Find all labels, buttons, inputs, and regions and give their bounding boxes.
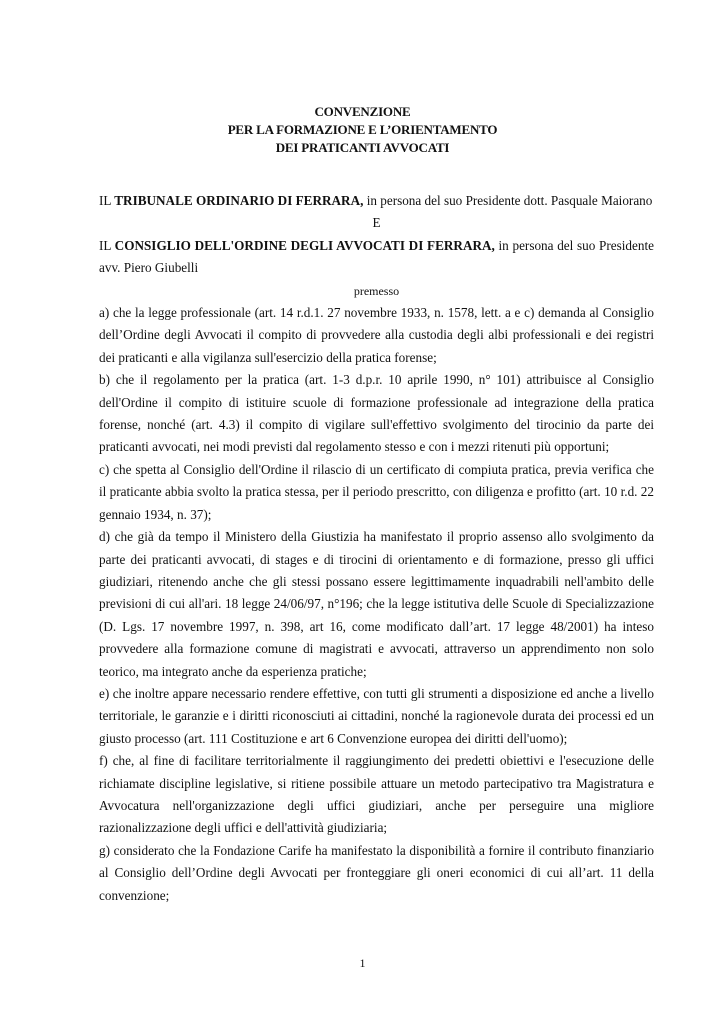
clause-c: c) che spetta al Consiglio dell'Ordine il rilascio di un certificato di compiuta pratica, previa verifica che il praticante abbia svolto la pratica stessa, per il periodo prescritto, con diligenza e profitto (art. 10 r.d. 22 gennaio 1934, n. 37); — [99, 461, 654, 522]
page-number: 1 — [359, 956, 366, 970]
clause-f: f) che, al fine di facilitare territorialmente il raggiungimento dei predetti obiettivi e l'esecuzione delle richiamate discipline legislative, si ritiene possibile attuare un metodo partecipativo tra Magistratura e Avvocatura nell'organizzazione degli uffici giudiziari, anche per perseguire una migliore razionalizzazione degli uffici e dell'attività giudiziaria; — [99, 753, 654, 836]
title-line-1: CONVENZIONE — [314, 104, 411, 119]
clause-a: a) che la legge professionale (art. 14 r.d.1. 27 novembre 1933, n. 1578, lett. a e c) demanda al Consiglio dell’Ordine degli Avvocati il compito di provvedere alla custodia degli albi professionali e dei registri dei praticanti e alla vigilanza sull'esercizio della pratica forense; — [99, 305, 654, 365]
party-1-rest: in persona del suo Presidente dott. Pasquale Maiorano — [363, 193, 653, 208]
document-body — [99, 190, 654, 907]
clause-e: e) che inoltre appare necessario rendere effettive, con tutti gli strumenti a disposizione ed anche a livello territoriale, le garanzie e i diritti riconosciuti ai cittadini, nonché la ragionevole durata dei processi ed un giusto processo (art. 111 Costituzione e art 6 Convenzione europea dei diritti dell'uomo); — [99, 685, 654, 746]
party-2-paragraph — [99, 235, 654, 280]
party-2-rest: in persona del suo Presidente avv. Piero Giubelli — [99, 237, 654, 276]
party-1-name: TRIBUNALE ORDINARIO DI FERRARA, — [114, 193, 364, 208]
clause-g: g) considerato che la Fondazione Carife ha manifestato la disponibilità a fornire il contributo finanziario al Consiglio dell’Ordine degli Avvocati per fronteggiare gli oneri economici di cui all’art. 11 della convenzione; — [99, 842, 654, 903]
conjunction: E — [372, 215, 381, 231]
document-title — [0, 103, 725, 157]
party-1-prefix: IL — [99, 193, 115, 208]
clause-b: b) che il regolamento per la pratica (art. 1-3 d.p.r. 10 aprile 1990, n° 101) attribuisce al Consiglio dell'Ordine il compito di istituire scuole di formazione professionale ad integrazione della pratica forense, nonché (art. 4.3) il compito di vigilare sull'effettivo svolgimento del tirocinio da parte dei praticanti avvocati, nei modi previsti dal regolamento stesso e con i mezzi ritenuti più opportuni; — [99, 372, 654, 455]
title-line-3: DEI PRATICANTI AVVOCATI — [275, 140, 450, 155]
party-1-paragraph — [99, 190, 654, 212]
party-2-prefix: IL — [99, 237, 115, 253]
title-line-2: PER LA FORMAZIONE E L’ORIENTAMENTO — [227, 122, 498, 137]
party-2-name: CONSIGLIO DELL'ORDINE DEGLI AVVOCATI DI FERRARA, — [114, 237, 495, 253]
clause-d: d) che già da tempo il Ministero della Giustizia ha manifestato il proprio assenso allo svolgimento da parte dei praticanti avvocati, di stages e di tirocini di orientamento e di formazione, presso gli uffici giudiziari, ritenendo anche che gli stessi possano essere legittimamente inquadrabili nell'ambito delle previsioni di cui all'ari. 18 legge 24/06/97, n°196; che la legge istitutiva delle Scuole di Specializzazione (D. Lgs. 17 novembre 1997, n. 398, art 16, come modificato dall’art. 17 legge 48/2001) ha inteso provvedere alla formazione comune di magistrati e avvocati, attraverso un apprendimento non solo teorico, ma integrato anche da esperienza pratiche; — [99, 529, 654, 679]
premesso-heading: premesso — [353, 283, 400, 298]
